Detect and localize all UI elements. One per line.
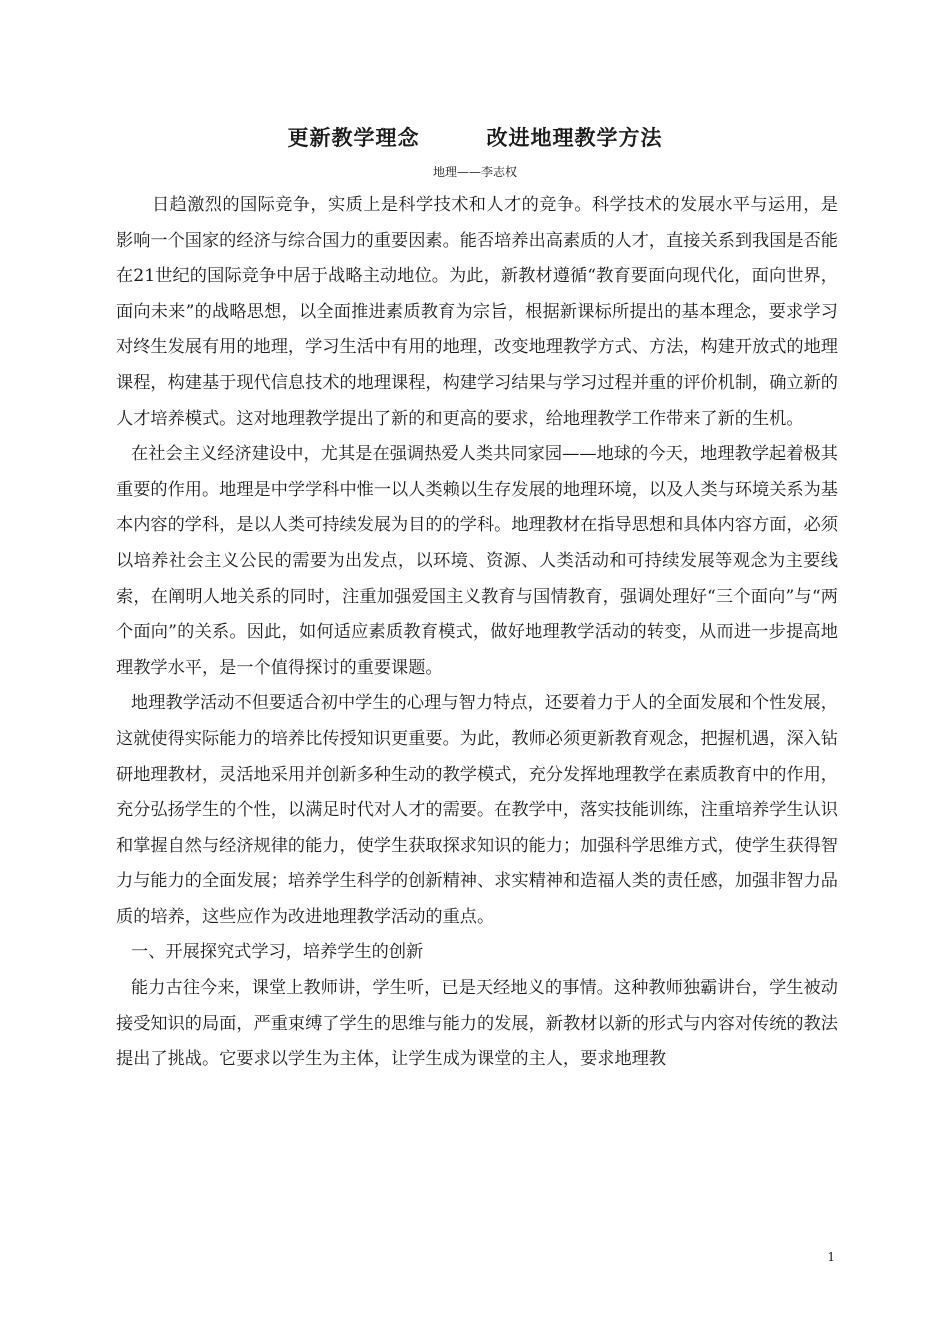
paragraph-intro: 日趋激烈的国际竞争，实质上是科学技术和人才的竞争。科学技术的发展水平与运用，是影响一个国家的经济与综合国力的重要因素。能否培养出高素质的人才，直接关系到我国是否能在21世纪的国际竞争中居于战略主动地位。为此，新教材遵循“教育要面向现代化，面向世界，面向未来”的战略思想，以全面推进素质教育为宗旨，根据新课标所提出的基本理念，要求学习对终生发展有用的地理，学习生活中有用的地理，改变地理教学方式、方法，构建开放式的地理课程，构建基于现代信息技术的地理课程，构建学习结果与学习过程并重的评价机制，确立新的人才培养模式。这对地理教学提出了新的和更高的要求，给地理教学工作带来了新的生机。 bbox=[116, 195, 838, 429]
document-body bbox=[116, 188, 838, 1078]
document-title: 更新教学理念 改进地理教学方法 bbox=[287, 125, 663, 150]
page-number: 1 bbox=[827, 1250, 835, 1264]
paragraph-section-1: 能力古往今来，课堂上教师讲，学生听，已是天经地义的事情。这种教师独霸讲台，学生被动接受知识的局面，严重束缚了学生的思维与能力的发展，新教材以新的形式与内容对传统的教法提出了挑战。它要求以学生为主体，让学生成为课堂的主人，要求地理教 bbox=[116, 978, 838, 1070]
author-byline: 地理——李志权 bbox=[432, 165, 517, 179]
paragraph-importance: 在社会主义经济建设中，尤其是在强调热爱人类共同家园——地球的今天，地理教学起着极其重要的作用。地理是中学学科中惟一以人类赖以生存发展的地理环境，以及人类与环境关系为基本内容的学科，是以人类可持续发展为目的的学科。地理教材在指导思想和具体内容方面，必须以培养社会主义公民的需要为出发点，以环境、资源、人类活动和可持续发展等观念为主要线索，在阐明人地关系的同时，注重加强爱国主义教育与国情教育，强调处理好“三个面向”与“两个面向”的关系。因此，如何适应素质教育模式，做好地理教学活动的转变，从而进一步提高地理教学水平，是一个值得探讨的重要课题。 bbox=[116, 444, 838, 678]
paragraph-teaching-activity: 地理教学活动不但要适合初中学生的心理与智力特点，还要着力于人的全面发展和个性发展，这就使得实际能力的培养比传授知识更重要。为此，教师必须更新教育观念，把握机遇，深入钻研地理教材，灵活地采用并创新多种生动的教学模式，充分发挥地理教学在素质教育中的作用，充分弘扬学生的个性，以满足时代对人才的需要。在教学中，落实技能训练，注重培养学生认识和掌握自然与经济规律的能力，使学生获取探求知识的能力；加强科学思维方式，使学生获得智力与能力的全面发展；培养学生科学的创新精神、求实精神和造福人类的责任感，加强非智力品质的培养，这些应作为改进地理教学活动的重点。 bbox=[116, 693, 838, 927]
section-heading-1: 一、开展探究式学习，培养学生的创新 bbox=[131, 942, 424, 963]
